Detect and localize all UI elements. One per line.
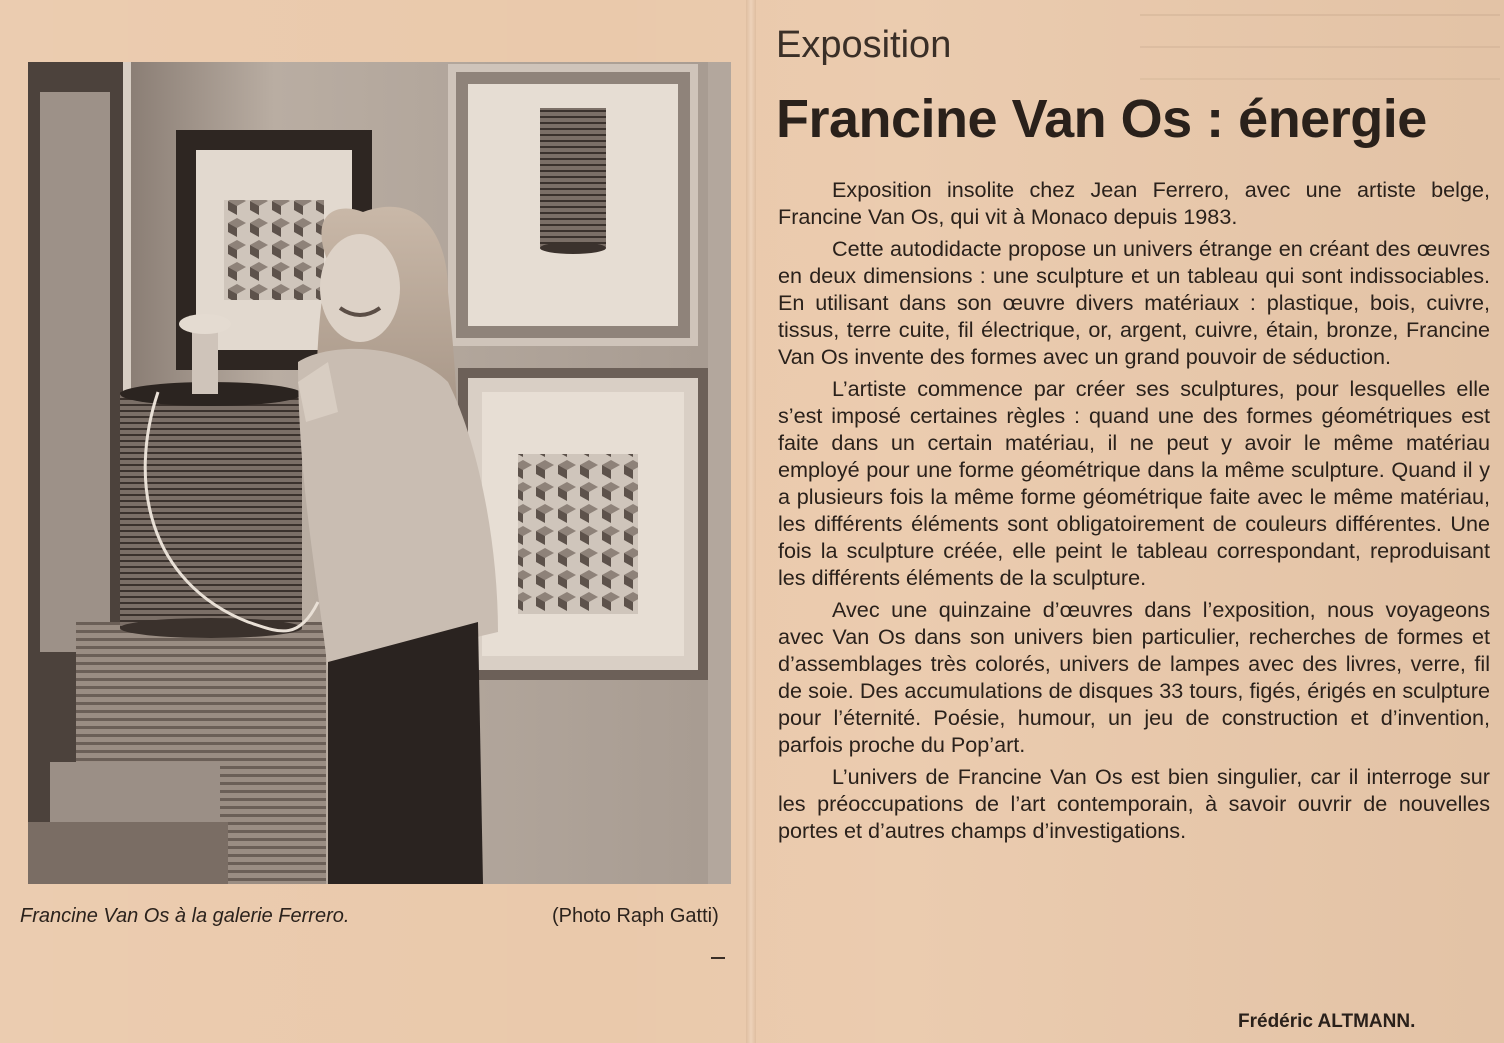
article-paragraph: Cette autodidacte propose un univers étrange en créant des œuvres en deux dimensions : une sculpture et un tableau qui sont indissociables. En utilisant dans son œuvre divers matériaux : plastique, bois, cuivre, tissus, terre cuite, fil électrique, or, argent, cuivre, étain, bronze, Francine Van Os invente des formes avec un grand pouvoir de séduction. <box>778 236 1490 369</box>
article-paragraph: L’artiste commence par créer ses sculptures, pour lesquelles elle s’est imposé certaines règles : quand une des formes géométriques est faite dans un certain matériau, il ne peut y avoir le même matériau employé pour une forme géométrique dans la même sculpture. Quand il y a plusieurs fois la même forme géométrique faite avec le même matériau, les différents éléments sont obligatoirement de couleurs différentes. Une fois la sculpture créée, elle peint le tableau correspondant, reproduisant les différents éléments de la sculpture. <box>778 376 1490 590</box>
article-byline: Frédéric ALTMANN. <box>1238 1011 1416 1032</box>
article-headline: Francine Van Os : énergie <box>776 89 1427 149</box>
article-paragraph: Exposition insolite chez Jean Ferrero, avec une artiste belge, Francine Van Os, qui vit à Monaco depuis 1983. <box>778 177 1490 229</box>
dash-mark <box>711 957 725 959</box>
article-paragraph: L’univers de Francine Van Os est bien singulier, car il interroge sur les préoccupations de l’art contemporain, à savoir ouvrir de nouvelles portes et d’autres champs d’investigations. <box>778 764 1490 843</box>
article-photo <box>28 62 731 884</box>
article-paragraph: Avec une quinzaine d’œuvres dans l’exposition, nous voyageons avec Van Os dans son univers bien particulier, recherches de formes et d’assemblages très colorés, univers de lampes avec des livres, verre, fil de soie. Des accumulations de disques 33 tours, figés, érigés en sculpture pour l’éternité. Poésie, humour, un jeu de construction et d’invention, parfois proche du Pop’art. <box>778 597 1490 757</box>
photo-caption: Francine Van Os à la galerie Ferrero. <box>20 905 350 927</box>
photo-credit: (Photo Raph Gatti) <box>552 905 719 927</box>
article-kicker: Exposition <box>776 24 952 66</box>
page-fold <box>746 0 756 1043</box>
article-body <box>778 176 1490 849</box>
